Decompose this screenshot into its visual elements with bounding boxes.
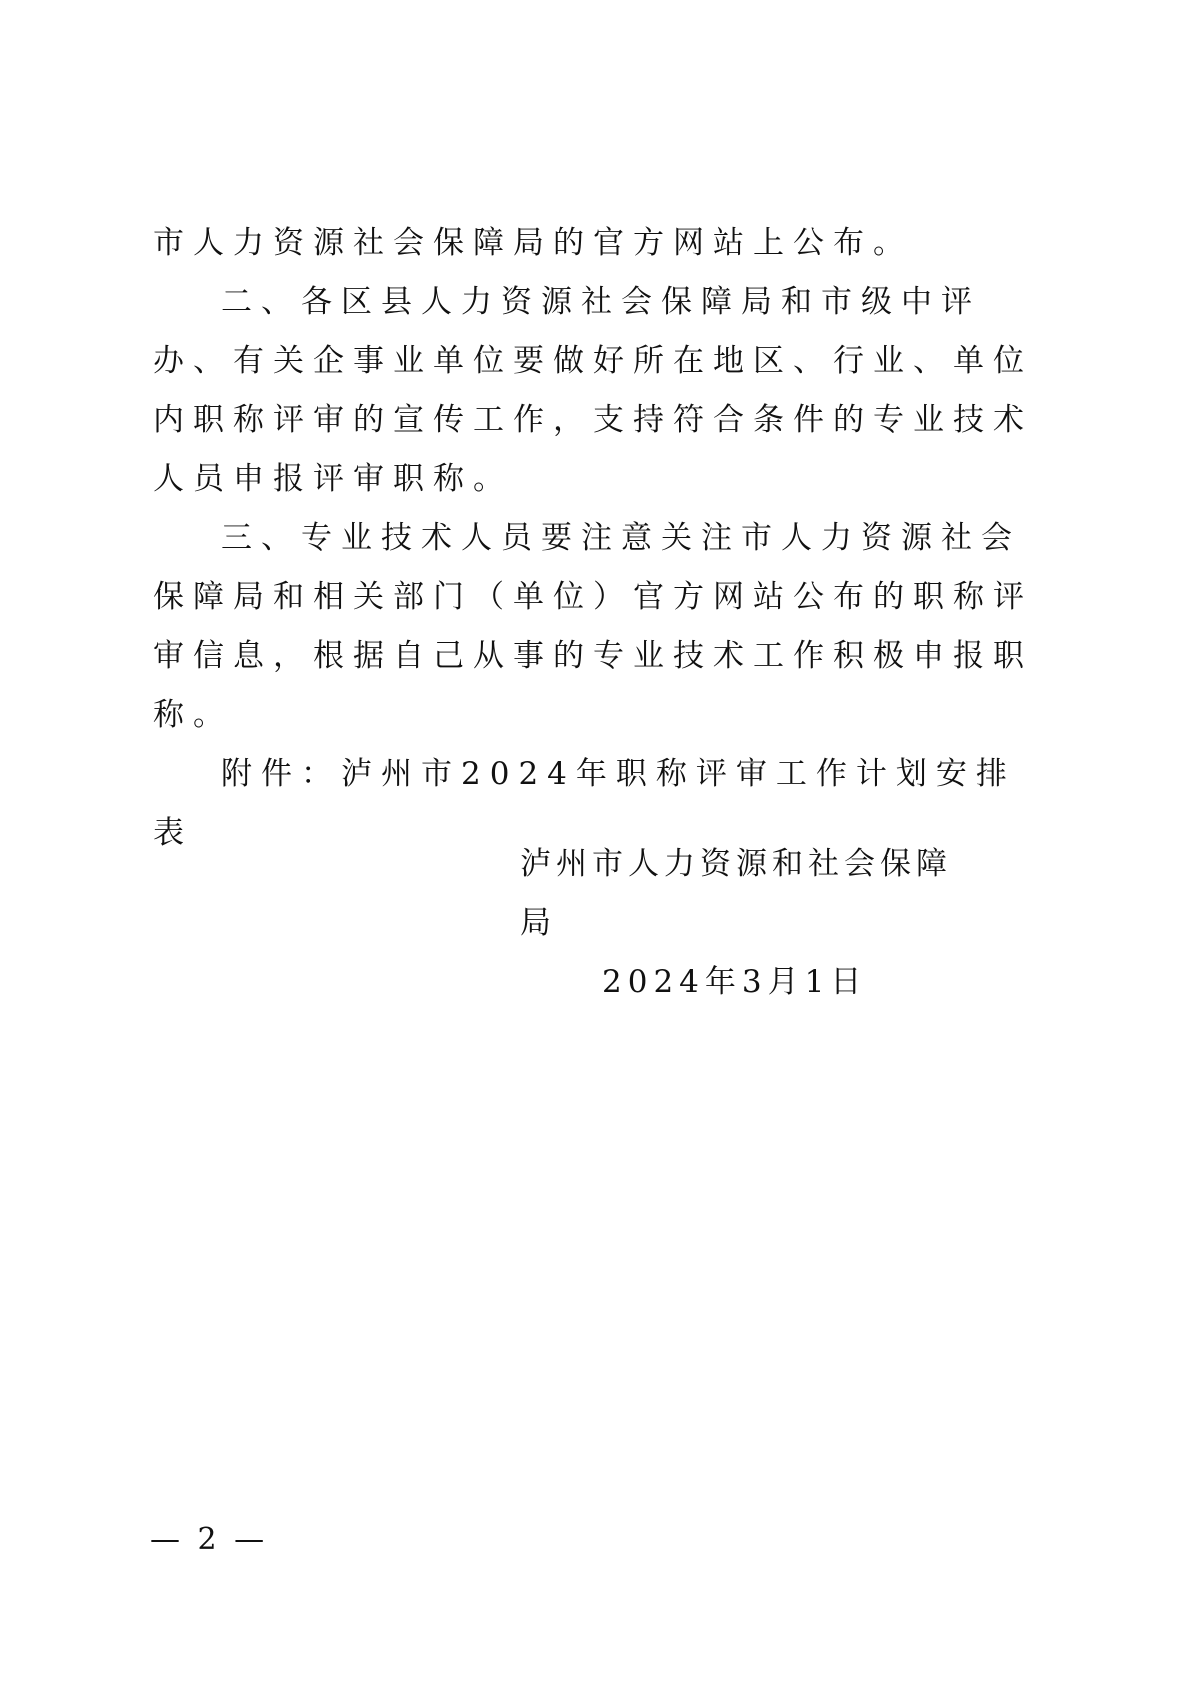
paragraph-item-two: 二、各区县人力资源社会保障局和市级中评办、有关企事业单位要做好所在地区、行业、单位内职称评审的宣传工作，支持符合条件的专业技术人员申报评审职称。	[153, 284, 1033, 497]
paragraph-item-three: 三、专业技术人员要注意关注市人力资源社会保障局和相关部门（单位）官方网站公布的职称评审信息，根据自己从事的专业技术工作积极申报职称。	[153, 520, 1033, 733]
attachment-line: 附件：泸州市2024年职称评审工作计划安排表	[153, 756, 1016, 851]
page-number: — 2 —	[150, 1522, 269, 1557]
paragraph-continuation: 市人力资源社会保障局的官方网站上公布。	[153, 225, 913, 261]
document-body	[153, 214, 1053, 863]
signature-date: 2024年3月1日	[602, 964, 868, 1000]
signature-organization: 泸州市人力资源和社会保障局	[520, 846, 952, 941]
signature-block	[520, 835, 980, 1012]
